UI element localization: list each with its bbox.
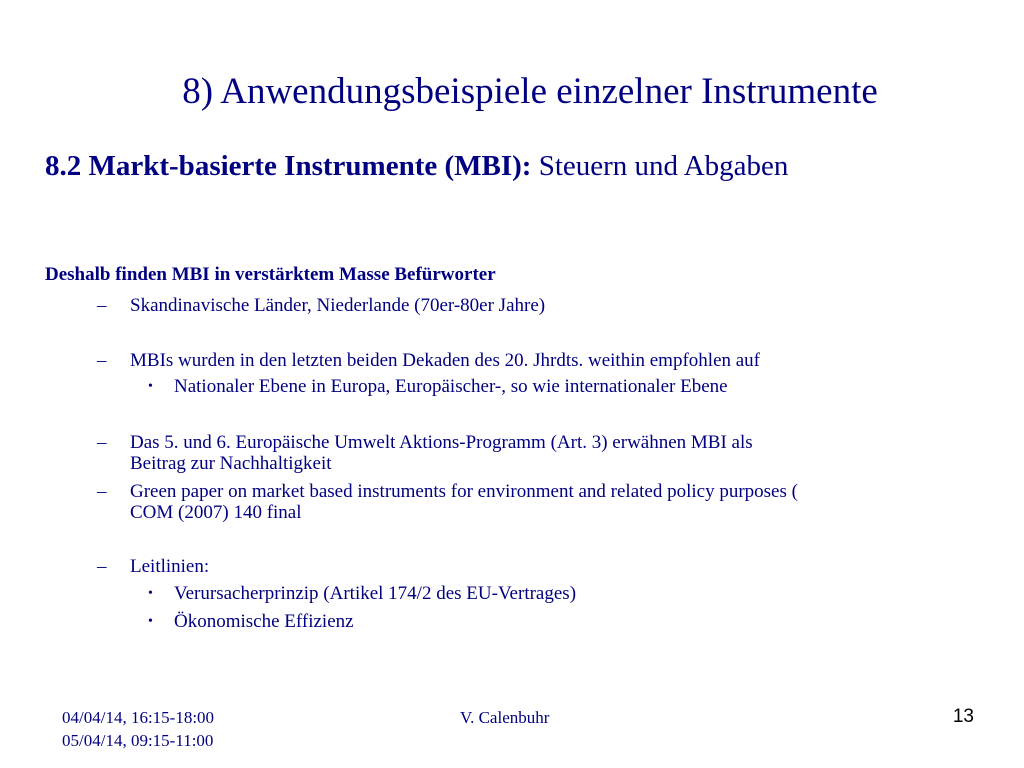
list-item-continued: COM (2007) 140 final — [130, 502, 302, 523]
slide-subtitle — [45, 150, 788, 183]
dot-bullet: • — [148, 614, 153, 629]
dot-bullet: • — [148, 379, 153, 394]
subtitle-bold: 8.2 Markt-basierte Instrumente — [45, 150, 438, 182]
dash-bullet: – — [97, 350, 107, 371]
sub-list-item: Verursacherprinzip (Artikel 174/2 des EU-Vertrages) — [174, 583, 577, 604]
sub-list-item: Nationaler Ebene in Europa, Europäischer-, so wie internationaler Ebene — [174, 376, 728, 397]
subtitle-rest: Steuern und Abgaben — [538, 150, 789, 182]
dot-bullet: • — [148, 586, 153, 601]
list-item: Skandinavische Länder, Niederlande (70er-80er Jahre) — [130, 295, 546, 316]
list-item-continued: Beitrag zur Nachhaltigkeit — [130, 453, 332, 474]
list-item: Green paper on market based instruments for environment and related policy purposes ( — [130, 481, 798, 502]
subtitle-abbrev: (MBI): — [437, 150, 539, 182]
sub-list-item: Ökonomische Effizienz — [174, 611, 354, 632]
dash-bullet: – — [97, 556, 107, 577]
list-item: Das 5. und 6. Europäische Umwelt Aktions-Programm (Art. 3) erwähnen MBI als — [130, 432, 753, 453]
slide-title: 8) Anwendungsbeispiele einzelner Instrumente — [182, 71, 878, 112]
footer-date-1: 04/04/14, 16:15-18:00 — [62, 708, 215, 727]
list-item: Leitlinien: — [130, 556, 210, 577]
dash-bullet: – — [97, 295, 107, 316]
dash-bullet: – — [97, 432, 107, 453]
footer-author: V. Calenbuhr — [460, 708, 550, 727]
list-item: MBIs wurden in den letzten beiden Dekaden des 20. Jhrdts. weithin empfohlen auf — [130, 350, 761, 371]
lead-text: Deshalb finden MBI in verstärktem Masse Befürworter — [45, 264, 496, 285]
dash-bullet: – — [97, 481, 107, 502]
footer-date-2: 05/04/14, 09:15-11:00 — [62, 731, 214, 750]
page-number: 13 — [952, 706, 974, 727]
